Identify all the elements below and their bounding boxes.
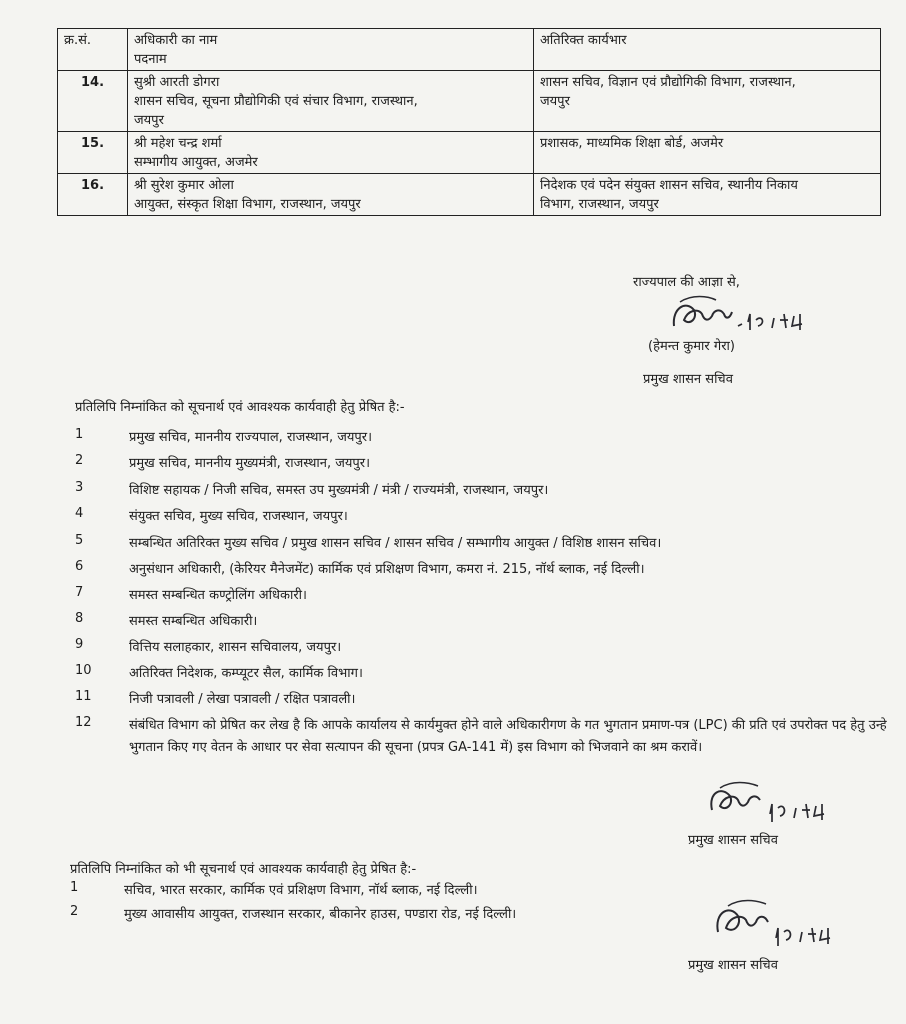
officer-designation: सम्भागीय आयुक्त, अजमेर — [134, 155, 258, 170]
header-name: अधिकारी का नाम — [134, 33, 218, 48]
additional-charge: विभाग, राजस्थान, जयपुर — [540, 197, 659, 212]
signatory-title: प्रमुख शासन सचिव — [688, 958, 778, 973]
item-text: अनुसंधान अधिकारी, (केरियर मैनेजमेंट) कार्मिक एवं प्रशिक्षण विभाग, कमरा नं. 215, नॉर्थ ब्लाक, नई दिल्ली। — [129, 562, 645, 577]
row-sno: 14. — [58, 71, 128, 132]
item-number: 10 — [75, 663, 92, 678]
item-text: निजी पत्रावली / लेखा पत्रावली / रक्षित पत्रावली। — [129, 692, 356, 707]
officer-name: श्री सुरेश कुमार ओला — [134, 178, 234, 193]
row-charge-cell — [534, 71, 881, 132]
handwritten-signature — [706, 780, 846, 830]
item-text: अतिरिक्त निदेशक, कम्प्यूटर सैल, कार्मिक विभाग। — [129, 666, 363, 681]
item-text: सम्बन्धित अतिरिक्त मुख्य सचिव / प्रमुख शासन सचिव / शासन सचिव / सम्भागीय आयुक्त / विशिष्ठ शासन सचिव। — [129, 536, 662, 551]
row-sno: 15. — [58, 132, 128, 174]
item-number: 5 — [75, 533, 84, 548]
table-row — [58, 174, 881, 216]
additional-charge: निदेशक एवं पदेन संयुक्त शासन सचिव, स्थानीय निकाय — [540, 178, 798, 193]
row-sno: 16. — [58, 174, 128, 216]
item-number: 6 — [75, 559, 84, 574]
item-number: 4 — [75, 506, 84, 521]
officer-designation: शासन सचिव, सूचना प्रौद्योगिकी एवं संचार विभाग, राजस्थान, — [134, 94, 418, 109]
row-name-cell — [128, 132, 534, 174]
item-number: 11 — [75, 689, 92, 704]
officer-designation: जयपुर — [134, 113, 164, 128]
additional-charge: जयपुर — [540, 94, 570, 109]
header-designation: पदनाम — [134, 52, 167, 67]
item-number: 2 — [75, 453, 84, 468]
governor-order-text: राज्यपाल की आज्ञा से, — [633, 275, 740, 290]
row-name-cell — [128, 174, 534, 216]
table-row — [58, 71, 881, 132]
item-number: 8 — [75, 611, 84, 626]
item-text: प्रमुख सचिव, माननीय राज्यपाल, राजस्थान, जयपुर। — [129, 430, 373, 445]
additional-charge: शासन सचिव, विज्ञान एवं प्रौद्योगिकी विभाग, राजस्थान, — [540, 75, 796, 90]
item-number: 2 — [70, 904, 79, 919]
signatory-title: प्रमुख शासन सचिव — [643, 372, 733, 387]
item-text: संबंधित विभाग को प्रेषित कर लेख है कि आपके कार्यालय से कार्यमुक्त होने वाले अधिकारीगण के गत भुगतान प्रमाण-पत्र (LPC) की प्रति एवं उपरोक्त पद हेतु उन्हे भुगतान किए गए वेतन के आधार पर सेवा सत्यापन की सूचना (प्रपत्र GA-141 में) इस विभाग को भिजवाने का श्रम करावें। — [129, 718, 887, 755]
item-text: मुख्य आवासीय आयुक्त, राजस्थान सरकार, बीकानेर हाउस, पण्डारा रोड, नई दिल्ली। — [124, 907, 517, 922]
item-number: 1 — [75, 427, 84, 442]
item-text: वित्तिय सलाहकार, शासन सचिवालय, जयपुर। — [129, 640, 342, 655]
officer-name: श्री महेश चन्द्र शर्मा — [134, 136, 222, 151]
signatory-name: (हेमन्त कुमार गेरा) — [648, 339, 735, 354]
item-text: समस्त सम्बन्धित कण्ट्रोलिंग अधिकारी। — [129, 588, 307, 603]
header-sno: क्र.सं. — [58, 29, 128, 71]
header-additional-charge: अतिरिक्त कार्यभार — [534, 29, 881, 71]
item-text: सचिव, भारत सरकार, कार्मिक एवं प्रशिक्षण विभाग, नॉर्थ ब्लाक, नई दिल्ली। — [124, 883, 478, 898]
row-charge-cell — [534, 174, 881, 216]
item-number: 9 — [75, 637, 84, 652]
item-text: विशिष्ट सहायक / निजी सचिव, समस्त उप मुख्यमंत्री / मंत्री / राज्यमंत्री, राजस्थान, जयपुर। — [129, 483, 549, 498]
row-name-cell — [128, 71, 534, 132]
item-text: समस्त सम्बन्धित अधिकारी। — [129, 614, 258, 629]
officers-table — [57, 28, 881, 216]
header-name-cell — [128, 29, 534, 71]
additional-charge: प्रशासक, माध्यमिक शिक्षा बोर्ड, अजमेर — [540, 136, 724, 151]
handwritten-signature — [712, 898, 852, 954]
signatory-title: प्रमुख शासन सचिव — [688, 833, 778, 848]
handwritten-signature — [668, 292, 818, 342]
officer-designation: आयुक्त, संस्कृत शिक्षा विभाग, राजस्थान, जयपुर — [134, 197, 361, 212]
item-number: 1 — [70, 880, 79, 895]
item-text: प्रमुख सचिव, माननीय मुख्यमंत्री, राजस्थान, जयपुर। — [129, 456, 371, 471]
row-charge-cell — [534, 132, 881, 174]
table-row — [58, 132, 881, 174]
copy-list-heading: प्रतिलिपि निम्नांकित को भी सूचनार्थ एवं आवश्यक कार्यवाही हेतु प्रेषित है:- — [70, 862, 417, 877]
officer-name: सुश्री आरती डोगरा — [134, 75, 220, 90]
item-number: 12 — [75, 715, 92, 730]
item-number: 3 — [75, 480, 84, 495]
item-number: 7 — [75, 585, 84, 600]
copy-list-heading: प्रतिलिपि निम्नांकित को सूचनार्थ एवं आवश्यक कार्यवाही हेतु प्रेषित है:- — [75, 400, 405, 415]
table-header-row — [58, 29, 881, 71]
item-text: संयुक्त सचिव, मुख्य सचिव, राजस्थान, जयपुर। — [129, 509, 348, 524]
